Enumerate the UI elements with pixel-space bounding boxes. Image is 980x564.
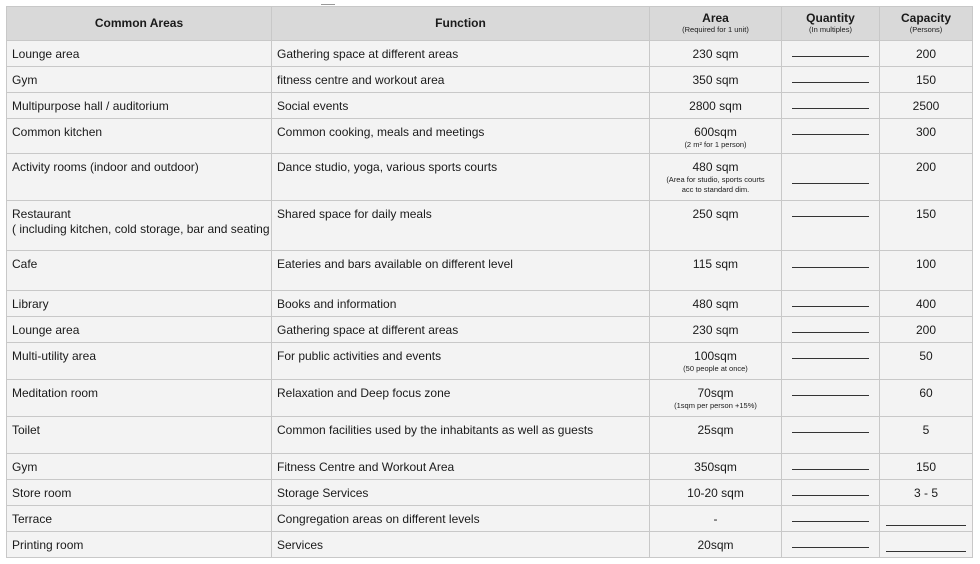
- common-areas-table: [6, 6, 973, 558]
- quantity-cell: [782, 417, 880, 454]
- quantity-blank-line: [792, 469, 869, 470]
- quantity-blank-line: [792, 432, 869, 433]
- function-text: Dance studio, yoga, various sports courts: [277, 160, 498, 174]
- capacity-value: 300: [915, 125, 937, 139]
- function-text: Eateries and bars available on different level: [277, 257, 513, 271]
- capacity-cell: [880, 201, 973, 251]
- common-area-cell: [7, 251, 272, 291]
- common-area-cell: [7, 454, 272, 480]
- area-value: -: [713, 512, 718, 526]
- quantity-blank-line: [792, 216, 869, 217]
- area-value: 25sqm: [697, 423, 734, 437]
- area-cell: [650, 201, 782, 251]
- capacity-blank-line: [886, 525, 966, 526]
- area-value: 350 sqm: [692, 73, 739, 87]
- function-text: Storage Services: [277, 486, 369, 500]
- area-value: 230 sqm: [692, 323, 739, 337]
- common-area-name: Toilet: [12, 423, 41, 437]
- header-common-areas: Common Areas: [7, 7, 272, 41]
- common-area-cell: [7, 343, 272, 380]
- table-row: [7, 532, 973, 558]
- quantity-blank-line: [792, 82, 869, 83]
- common-area-cell: [7, 480, 272, 506]
- function-cell: [272, 67, 650, 93]
- table-row: [7, 317, 973, 343]
- table-row: [7, 67, 973, 93]
- common-area-cell: [7, 380, 272, 417]
- common-area-name: Cafe: [12, 257, 38, 271]
- area-value: 115 sqm: [692, 257, 739, 271]
- quantity-cell: [782, 201, 880, 251]
- header-quantity: Quantity (In multiples): [782, 7, 880, 41]
- quantity-blank-line: [792, 306, 869, 307]
- capacity-value: 50: [919, 349, 933, 363]
- table-row: [7, 119, 973, 154]
- capacity-value: 3 - 5: [913, 486, 938, 500]
- function-cell: [272, 380, 650, 417]
- quantity-blank-line: [792, 183, 869, 184]
- table-row: [7, 506, 973, 532]
- capacity-cell: [880, 506, 973, 532]
- quantity-blank-line: [792, 358, 869, 359]
- function-cell: [272, 291, 650, 317]
- function-cell: [272, 154, 650, 201]
- area-value: 20sqm: [697, 538, 734, 552]
- common-area-cell: [7, 154, 272, 201]
- function-text: fitness centre and workout area: [277, 73, 445, 87]
- area-cell: [650, 317, 782, 343]
- capacity-value: 100: [915, 257, 937, 271]
- function-cell: [272, 41, 650, 67]
- area-cell: [650, 417, 782, 454]
- capacity-cell: [880, 417, 973, 454]
- capacity-cell: [880, 532, 973, 558]
- area-value: 250 sqm: [692, 207, 739, 221]
- common-area-name: Gym: [12, 73, 38, 87]
- common-area-cell: [7, 119, 272, 154]
- capacity-cell: [880, 67, 973, 93]
- function-text: Relaxation and Deep focus zone: [277, 386, 451, 400]
- common-area-name-note: ( including kitchen, cold storage, bar and seating: [12, 222, 270, 236]
- function-text: Services: [277, 538, 324, 552]
- header-row: [7, 7, 973, 41]
- area-cell: [650, 41, 782, 67]
- capacity-blank-line: [886, 551, 966, 552]
- quantity-blank-line: [792, 134, 869, 135]
- area-cell: [650, 532, 782, 558]
- area-cell: [650, 480, 782, 506]
- quantity-cell: [782, 317, 880, 343]
- quantity-blank-line: [792, 56, 869, 57]
- function-cell: [272, 417, 650, 454]
- quantity-cell: [782, 532, 880, 558]
- common-area-cell: [7, 41, 272, 67]
- common-area-name: Gym: [12, 460, 38, 474]
- quantity-cell: [782, 119, 880, 154]
- area-cell: [650, 506, 782, 532]
- quantity-cell: [782, 67, 880, 93]
- capacity-cell: [880, 154, 973, 201]
- area-value: 600sqm: [694, 125, 737, 139]
- common-area-cell: [7, 506, 272, 532]
- area-note: (50 people at once): [683, 364, 748, 373]
- table-row: [7, 41, 973, 67]
- quantity-cell: [782, 41, 880, 67]
- function-cell: [272, 480, 650, 506]
- common-area-cell: [7, 291, 272, 317]
- capacity-cell: [880, 119, 973, 154]
- capacity-value: 150: [915, 460, 937, 474]
- quantity-cell: [782, 343, 880, 380]
- area-value: 480 sqm: [692, 297, 739, 311]
- common-area-cell: [7, 417, 272, 454]
- capacity-cell: [880, 380, 973, 417]
- table-row: [7, 480, 973, 506]
- common-area-name: Library: [12, 297, 49, 311]
- function-cell: [272, 119, 650, 154]
- common-area-cell: [7, 201, 272, 251]
- area-value: 230 sqm: [692, 47, 739, 61]
- common-area-name: Multipurpose hall / auditorium: [12, 99, 169, 113]
- common-area-name: Store room: [12, 486, 72, 500]
- quantity-cell: [782, 154, 880, 201]
- table-row: [7, 201, 973, 251]
- quantity-cell: [782, 506, 880, 532]
- function-cell: [272, 93, 650, 119]
- table-row: [7, 291, 973, 317]
- quantity-blank-line: [792, 108, 869, 109]
- function-text: Books and information: [277, 297, 397, 311]
- table-row: [7, 93, 973, 119]
- capacity-value: 200: [915, 323, 937, 337]
- capacity-value: 60: [919, 386, 933, 400]
- table-row: [7, 154, 973, 201]
- function-text: Fitness Centre and Workout Area: [277, 460, 455, 474]
- function-cell: [272, 532, 650, 558]
- function-text: Common facilities used by the inhabitants as well as guests: [277, 423, 594, 437]
- table-row: [7, 251, 973, 291]
- function-text: Gathering space at different areas: [277, 323, 459, 337]
- table-row: [7, 343, 973, 380]
- common-area-cell: [7, 532, 272, 558]
- area-cell: [650, 93, 782, 119]
- quantity-blank-line: [792, 267, 869, 268]
- area-cell: [650, 454, 782, 480]
- quantity-cell: [782, 251, 880, 291]
- common-area-name: Restaurant: [12, 207, 71, 221]
- function-cell: [272, 317, 650, 343]
- capacity-cell: [880, 93, 973, 119]
- area-value: 10-20 sqm: [687, 486, 744, 500]
- area-value: 100sqm: [694, 349, 737, 363]
- function-cell: [272, 201, 650, 251]
- dash-mark: [321, 4, 335, 5]
- quantity-cell: [782, 93, 880, 119]
- capacity-value: 150: [915, 73, 937, 87]
- common-area-name: Terrace: [12, 512, 53, 526]
- function-text: Social events: [277, 99, 349, 113]
- header-capacity: Capacity (Persons): [880, 7, 973, 41]
- capacity-value: 2500: [912, 99, 940, 113]
- capacity-cell: [880, 454, 973, 480]
- area-value: 70sqm: [697, 386, 734, 400]
- area-cell: [650, 343, 782, 380]
- table-body: [7, 41, 973, 558]
- area-note: (2 m² for 1 person): [684, 140, 747, 149]
- table-row: [7, 380, 973, 417]
- capacity-value: 5: [922, 423, 930, 437]
- function-cell: [272, 251, 650, 291]
- function-cell: [272, 343, 650, 380]
- common-area-name: Printing room: [12, 538, 84, 552]
- table-row: [7, 417, 973, 454]
- area-cell: [650, 380, 782, 417]
- table-row: [7, 454, 973, 480]
- area-value: 480 sqm: [692, 160, 739, 174]
- capacity-value: 200: [915, 160, 937, 174]
- function-text: Shared space for daily meals: [277, 207, 432, 221]
- quantity-cell: [782, 480, 880, 506]
- quantity-blank-line: [792, 332, 869, 333]
- common-area-cell: [7, 93, 272, 119]
- function-text: For public activities and events: [277, 349, 442, 363]
- common-area-cell: [7, 317, 272, 343]
- capacity-value: 400: [915, 297, 937, 311]
- function-text: Common cooking, meals and meetings: [277, 125, 485, 139]
- quantity-blank-line: [792, 547, 869, 548]
- common-area-name: Meditation room: [12, 386, 99, 400]
- header-area: Area (Required for 1 unit): [650, 7, 782, 41]
- common-area-name: Common kitchen: [12, 125, 103, 139]
- common-area-name: Lounge area: [12, 323, 80, 337]
- header-function: Function: [272, 7, 650, 41]
- area-cell: [650, 154, 782, 201]
- capacity-cell: [880, 480, 973, 506]
- common-area-name: Lounge area: [12, 47, 80, 61]
- quantity-blank-line: [792, 395, 869, 396]
- capacity-cell: [880, 317, 973, 343]
- function-text: Gathering space at different areas: [277, 47, 459, 61]
- quantity-cell: [782, 291, 880, 317]
- common-area-name: Multi-utility area: [12, 349, 97, 363]
- capacity-value: 200: [915, 47, 937, 61]
- area-cell: [650, 67, 782, 93]
- area-note: (1sqm per person +15%): [674, 401, 757, 410]
- area-value: 2800 sqm: [689, 99, 742, 113]
- area-cell: [650, 119, 782, 154]
- capacity-cell: [880, 251, 973, 291]
- quantity-blank-line: [792, 521, 869, 522]
- area-cell: [650, 251, 782, 291]
- area-note-2: acc to standard dim.: [681, 185, 750, 194]
- capacity-cell: [880, 291, 973, 317]
- function-cell: [272, 454, 650, 480]
- quantity-cell: [782, 454, 880, 480]
- area-note: (Area for studio, sports courts: [666, 175, 765, 184]
- common-area-cell: [7, 67, 272, 93]
- common-area-name: Activity rooms (indoor and outdoor): [12, 160, 199, 174]
- capacity-cell: [880, 41, 973, 67]
- area-value: 350sqm: [694, 460, 737, 474]
- capacity-cell: [880, 343, 973, 380]
- quantity-blank-line: [792, 495, 869, 496]
- function-cell: [272, 506, 650, 532]
- area-cell: [650, 291, 782, 317]
- capacity-value: 150: [915, 207, 937, 221]
- function-text: Congregation areas on different levels: [277, 512, 480, 526]
- quantity-cell: [782, 380, 880, 417]
